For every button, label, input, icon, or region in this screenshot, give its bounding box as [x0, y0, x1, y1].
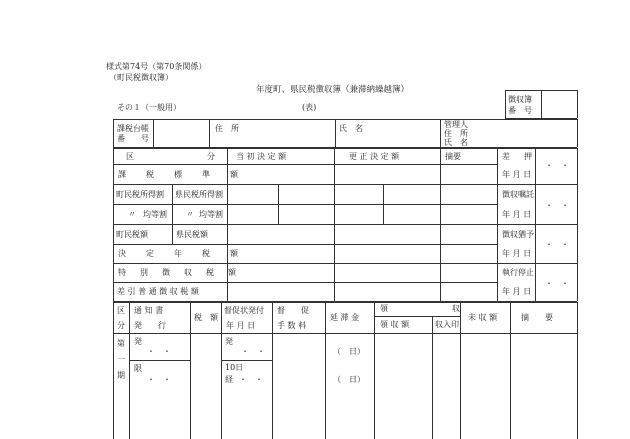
manager-address-label: 住 所 — [444, 129, 468, 138]
rule — [505, 90, 506, 118]
rule — [172, 184, 173, 244]
row-pref-tax: 県民税額 — [176, 230, 208, 239]
row-decided-tax: 決 定 年 税 額 — [118, 249, 244, 258]
reminder-issue-label: 発 — [225, 337, 233, 346]
rule — [113, 302, 577, 303]
rule — [535, 148, 536, 301]
rule — [209, 119, 210, 147]
reminder-fee-header: 督 促 — [277, 306, 309, 315]
tenth-day-label: 10日 — [225, 363, 244, 372]
seizure-date-dots: ・ ・ — [545, 161, 569, 170]
grid-category-label: 区 — [126, 152, 134, 161]
deferral-date-dots: ・ ・ — [545, 240, 569, 249]
suspension-date-label: 年 月 日 — [502, 287, 532, 296]
rule — [577, 302, 578, 439]
rule — [129, 302, 130, 439]
commission-label: 徴収嘱託 — [502, 190, 534, 199]
row-town-income: 町民税所得割 — [116, 190, 164, 199]
rule — [113, 148, 114, 301]
suspension-label: 執行停止 — [502, 268, 534, 277]
row-town-tax: 町民税額 — [116, 230, 148, 239]
reminder-fee-header: 手 数 料 — [277, 321, 307, 330]
summary-header: 摘 要 — [521, 313, 553, 322]
receipt-seal-header: 収入印 — [435, 320, 459, 329]
issue-date-dots: ・ ・ — [147, 347, 171, 356]
row-pref-income: 県民税所得割 — [175, 190, 223, 199]
arrears-header: 延 滞 金 — [330, 313, 360, 322]
rule — [577, 148, 578, 301]
collected-header: 領 — [380, 304, 388, 313]
address-label: 住 所 — [215, 124, 239, 133]
elapsed-label: 経 — [225, 375, 233, 384]
deferral-label: 徴収猶予 — [502, 230, 534, 239]
arrears-days: （ 日） — [333, 375, 365, 384]
rule — [497, 224, 577, 225]
row-tax-base: 課 税 標 準 額 — [118, 170, 244, 179]
rule — [440, 119, 441, 147]
ditto-mark: 〃 — [186, 210, 194, 219]
initial-amount-header: 当 初 決 定 額 — [236, 152, 287, 161]
seizure-date-label: 年 月 日 — [502, 170, 532, 179]
period-label: 第 — [117, 339, 125, 348]
rule — [272, 302, 273, 439]
reminder-date-header: 督促状発付 — [224, 306, 264, 315]
rule — [374, 316, 460, 317]
notice-issue-label: 通 知 書 — [134, 306, 164, 315]
revised-amount-header: 更 正 決 定 額 — [349, 152, 400, 161]
name-label: 氏 名 — [339, 124, 363, 133]
rule — [334, 148, 335, 301]
period-label: 一 — [117, 355, 125, 364]
book-number-label: 番 号 — [508, 106, 532, 115]
elapsed-dots: ・ ・ — [239, 375, 263, 384]
rule — [113, 148, 577, 149]
rule — [113, 302, 114, 439]
rule — [129, 360, 190, 361]
form-kind: （町民税徴収簿） — [109, 73, 173, 82]
row-ordinary-tax: 差 引 普 通 徴 収 税 額 — [117, 287, 199, 296]
rule — [278, 184, 279, 224]
rule — [383, 184, 384, 224]
rule — [577, 90, 578, 118]
limit-date-label: 限 — [134, 364, 142, 373]
seizure-label: 差 — [502, 152, 510, 161]
row-special-tax: 特 別 徴 収 税 額 — [118, 268, 239, 277]
rule — [577, 119, 578, 147]
commission-date-label: 年 月 日 — [502, 210, 532, 219]
remarks-header: 摘要 — [445, 152, 461, 161]
rule — [190, 302, 191, 439]
grid-category-label: 分 — [207, 152, 215, 161]
deferral-date-label: 年 月 日 — [502, 249, 532, 258]
rule — [153, 119, 154, 147]
reminder-issue-dots: ・ ・ — [241, 347, 265, 356]
rule — [325, 302, 326, 439]
uncollected-header: 未 収 額 — [468, 313, 498, 322]
collected-header: 収 — [452, 304, 460, 313]
form-side: (表) — [302, 103, 317, 112]
rule — [113, 119, 577, 120]
arrears-days: （ 日） — [333, 347, 365, 356]
issue-date-label: 発 — [134, 337, 142, 346]
rule — [432, 316, 433, 439]
form-part: その１（一般用） — [117, 103, 181, 112]
manager-label: 管理人 — [444, 120, 468, 129]
rule — [497, 184, 577, 185]
rule — [460, 302, 461, 439]
rule — [497, 263, 577, 264]
rule — [335, 119, 336, 147]
seizure-label: 押 — [524, 152, 532, 161]
rule — [541, 90, 542, 118]
rule — [113, 119, 114, 147]
rule — [374, 302, 375, 439]
row-town-flat: 均等割 — [143, 210, 167, 219]
period-label: 期 — [117, 371, 125, 380]
row-pref-flat: 均等割 — [199, 210, 223, 219]
book-number-label: 徴収簿 — [508, 95, 532, 104]
section-label: 分 — [117, 321, 125, 330]
ledger-number-label: 課税台帳 — [117, 124, 149, 133]
rule — [221, 360, 272, 361]
collected-amount-header: 領 収 額 — [380, 320, 410, 329]
rule — [510, 302, 511, 439]
reminder-date-header: 年 月 日 — [226, 321, 256, 330]
form-number: 様式第74号（第70条関係） — [106, 62, 207, 71]
tax-amount-header: 税 額 — [194, 313, 218, 322]
limit-date-dots: ・ ・ — [147, 375, 171, 384]
rule — [440, 148, 441, 301]
manager-name-label: 氏 名 — [444, 138, 468, 147]
rule — [113, 333, 577, 334]
section-label: 区 — [117, 306, 125, 315]
notice-issue-label: 発 行 — [134, 321, 166, 330]
ditto-mark: 〃 — [128, 210, 136, 219]
commission-date-dots: ・ ・ — [545, 201, 569, 210]
ledger-number-label: 番 号 — [117, 134, 149, 143]
page-title: 年度町、県民税徴収簿（兼滞納繰越簿） — [256, 85, 410, 95]
suspension-date-dots: ・ ・ — [545, 279, 569, 288]
rule — [221, 302, 222, 439]
rule — [497, 148, 498, 301]
